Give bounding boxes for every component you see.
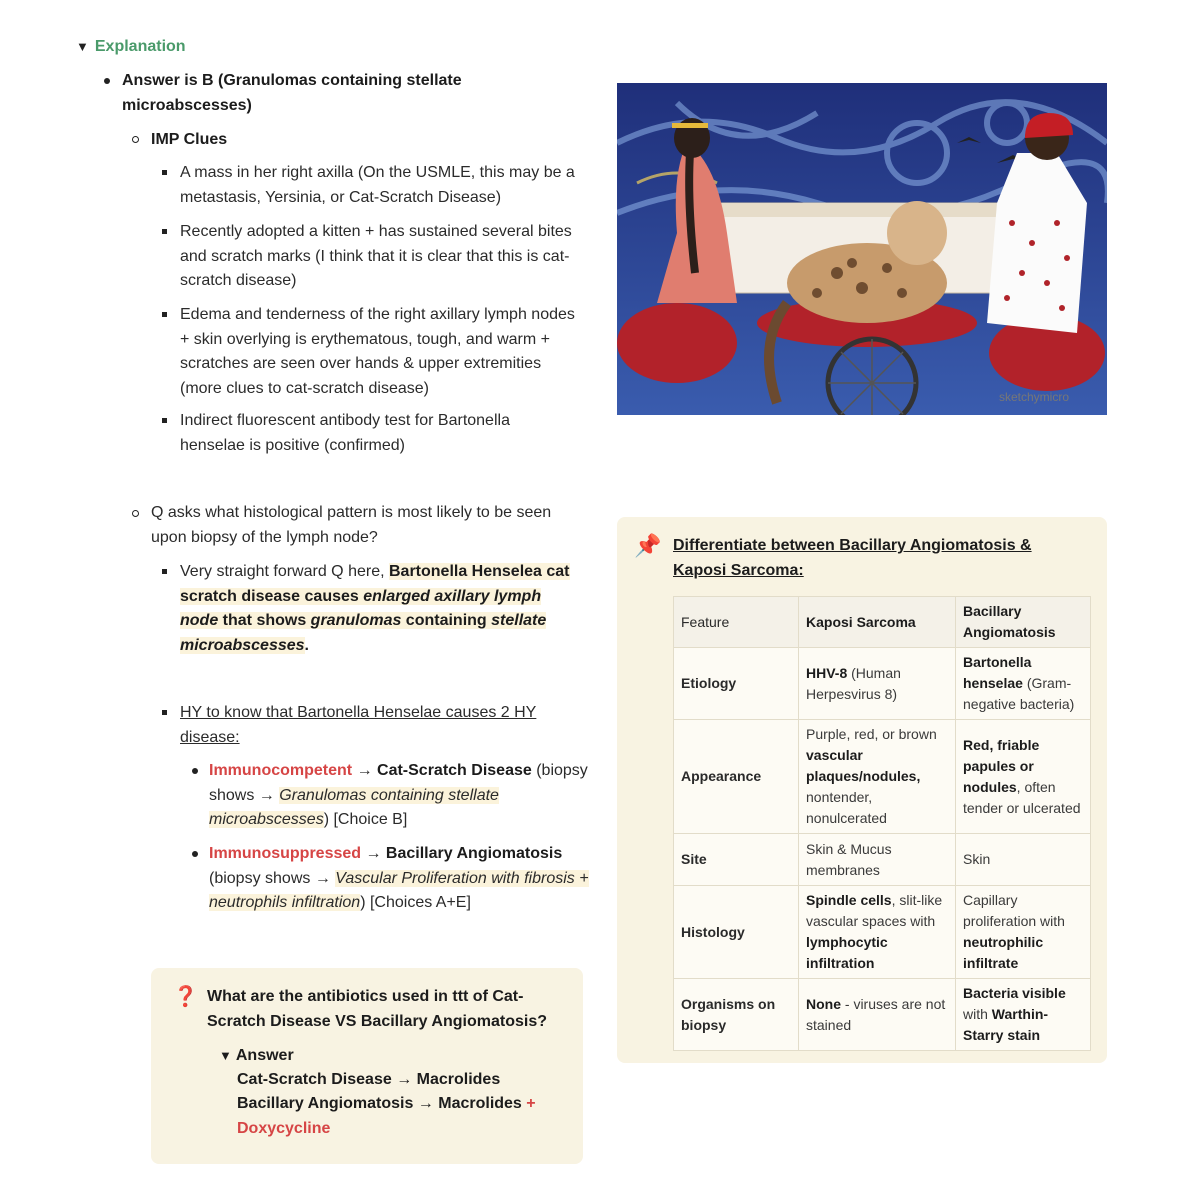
explanation-toggle[interactable] xyxy=(76,38,186,56)
cell-text: Purple, red, or brown xyxy=(806,726,937,742)
illustration-svg xyxy=(617,83,1107,415)
table-row xyxy=(674,886,1091,979)
feature-cell: Appearance xyxy=(674,720,799,834)
clue-item: Edema and tenderness of the right axillary lymph nodes + skin overlying is erythematous, tough, and warm + scratches are seen over hands & upper extremities (more clues to cat-scratch disease) xyxy=(180,306,575,397)
disease-item xyxy=(209,759,594,833)
kaposi-cell xyxy=(799,834,956,886)
disease-item xyxy=(209,842,594,916)
answer-line-2-text: Bacillary Angiomatosis → Macrolides xyxy=(237,1095,522,1112)
cell-text: , slit-like vascular spaces with xyxy=(806,892,943,929)
para-end: . xyxy=(304,636,309,654)
question-text: What are the antibiotics used in ttt of Cat-Scratch Disease VS Bacillary Angiomatosis? xyxy=(207,988,547,1030)
answer-toggle[interactable] xyxy=(219,1044,294,1069)
question-mark-icon: ❓ xyxy=(173,986,198,1008)
bullet-icon xyxy=(162,229,167,234)
clue-item: Recently adopted a kitten + has sustained several bites and scratch marks (I think that it is clear that this is cat-scratch disease) xyxy=(180,223,572,289)
table-row xyxy=(674,720,1091,834)
kaposi-cell xyxy=(799,979,956,1051)
para-italic-1: enlarged axillary lymph node xyxy=(180,587,542,629)
kaposi-cell xyxy=(799,720,956,834)
bullet-icon xyxy=(162,418,167,423)
cell-text: Spindle cells xyxy=(806,892,892,908)
table-row xyxy=(674,648,1091,720)
disease-name: Bacillary Angiomatosis xyxy=(385,845,563,862)
cell-text: HHV-8 xyxy=(806,664,848,681)
plus-sign: + xyxy=(521,1095,536,1112)
bacillary-cell xyxy=(956,834,1091,886)
arrow: → xyxy=(352,762,378,779)
clue-item: Indirect fluorescent antibody test for Bartonella henselae is positive (confirmed) xyxy=(180,412,510,454)
hy-text: HY to know that Bartonella Henselae causes 2 HY disease: xyxy=(180,704,537,746)
comparison-table xyxy=(673,596,1091,1051)
cell-text: Red, friable papules or nodules xyxy=(963,736,1040,795)
bullet-icon xyxy=(104,78,110,84)
para-bold-2: that shows xyxy=(218,612,311,629)
imp-clues-title: IMP Clues xyxy=(151,131,228,148)
cell-text: with xyxy=(963,1006,992,1022)
bullet-icon xyxy=(192,851,198,857)
immune-status: Immunocompetent xyxy=(209,762,353,779)
cell-text: Skin xyxy=(963,851,991,867)
bullet-icon xyxy=(192,768,198,774)
cell-text: , often tender or ulcerated xyxy=(963,778,1081,816)
cell-text: None xyxy=(806,995,841,1012)
triangle-down-icon: ▼ xyxy=(219,1048,232,1063)
biopsy-suffix: ) [Choice B] xyxy=(323,811,408,828)
cell-text: Warthin-Starry stain xyxy=(963,1006,1049,1043)
cell-text: Bartonella henselae xyxy=(963,654,1032,691)
cell-text: (Human Herpesvirus 8) xyxy=(806,664,901,702)
bartonella-paragraph xyxy=(180,560,580,658)
biopsy-finding: Vascular Proliferation with fibrosis + neutrophils infiltration xyxy=(209,869,589,911)
answer-line-2 xyxy=(237,1092,557,1141)
watermark: sketchymicro xyxy=(999,390,1070,404)
header-cell: Feature xyxy=(674,597,799,648)
bullet-icon xyxy=(162,170,167,175)
cell-text: - viruses are not stained xyxy=(806,995,946,1033)
arrow: → xyxy=(361,845,386,862)
bullet-icon xyxy=(162,569,167,574)
para-lead: Very straight forward Q here, xyxy=(180,563,389,580)
toggle-label: Explanation xyxy=(94,38,186,55)
cell-text: lymphocytic infiltration xyxy=(806,934,888,971)
cell-text: (Gram-negative bacteria) xyxy=(963,675,1075,712)
answer-toggle-label: Answer xyxy=(235,1047,294,1064)
biopsy-suffix: ) [Choices A+E] xyxy=(360,894,471,911)
para-bold-3: containing xyxy=(401,612,492,629)
answer-line-1: Cat-Scratch Disease → Macrolides xyxy=(237,1071,501,1088)
cell-text: neutrophilic infiltrate xyxy=(963,934,1044,971)
cell-text: vascular plaques/nodules, xyxy=(806,747,921,784)
biopsy-prefix: (biopsy shows → xyxy=(209,869,336,887)
clue-item: A mass in her right axilla (On the USMLE, this may be a metastasis, Yersinia, or Cat-Scratch Disease) xyxy=(180,164,575,206)
pushpin-icon: 📌 xyxy=(634,533,662,558)
feature-cell: Etiology xyxy=(674,648,799,720)
kaposi-cell xyxy=(799,886,956,979)
answer-text: Answer is B (Granulomas containing stellate microabscesses) xyxy=(122,72,462,114)
immune-status: Immunosuppressed xyxy=(209,845,362,862)
kaposi-cell xyxy=(799,648,956,720)
cell-text: Skin & Mucus membranes xyxy=(806,840,892,878)
feature-cell: Site xyxy=(674,834,799,886)
feature-cell: Organisms on biopsy xyxy=(674,979,799,1051)
header-cell: Kaposi Sarcoma xyxy=(799,597,956,648)
header-cell: Bacillary Angiomatosis xyxy=(956,597,1091,648)
triangle-down-icon: ▼ xyxy=(76,39,89,54)
bullet-icon xyxy=(162,312,167,317)
bullet-icon xyxy=(162,710,167,715)
bullet-icon xyxy=(132,136,139,143)
cell-text: Bacteria visible xyxy=(963,985,1066,1001)
feature-cell: Histology xyxy=(674,886,799,979)
bacillary-cell xyxy=(956,648,1091,720)
sketchy-illustration xyxy=(617,83,1107,415)
para-bold-1: Bartonella Henselea cat scratch disease causes xyxy=(180,563,570,605)
q-asks-text: Q asks what histological pattern is most likely to be seen upon biopsy of the lymph node? xyxy=(151,504,552,546)
table-row xyxy=(674,834,1091,886)
table-header-row xyxy=(674,597,1091,648)
bacillary-cell xyxy=(956,886,1091,979)
differentiate-title: Differentiate between Bacillary Angiomatosis & Kaposi Sarcoma: xyxy=(673,537,1032,579)
table-row xyxy=(674,979,1091,1051)
biopsy-finding: Granulomas containing stellate microabscesses xyxy=(209,786,499,828)
question-callout xyxy=(151,968,583,1164)
para-italic-3: stellate microabscesses xyxy=(180,612,547,654)
cell-text: Capillary proliferation with xyxy=(963,892,1065,929)
bullet-icon xyxy=(132,510,139,517)
biopsy-prefix: (biopsy shows → xyxy=(209,762,588,804)
doxycycline-text: Doxycycline xyxy=(237,1119,331,1137)
para-italic-2: granulomas xyxy=(310,612,402,629)
cell-text: nontender, nonulcerated xyxy=(806,789,887,826)
disease-name: Cat-Scratch Disease xyxy=(377,762,532,779)
bacillary-cell xyxy=(956,720,1091,834)
bacillary-cell xyxy=(956,979,1091,1051)
